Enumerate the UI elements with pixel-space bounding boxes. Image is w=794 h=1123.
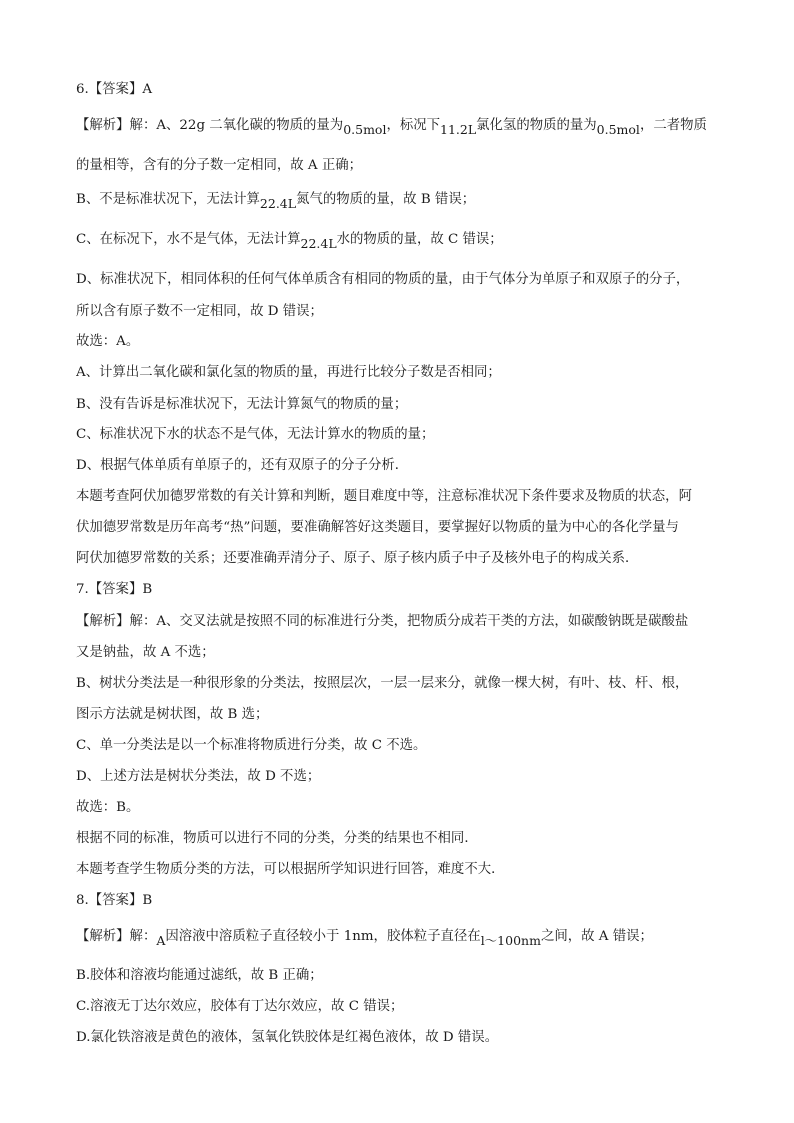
q6-comment-line-2: 伏加德罗常数是历年高考“热”问题，要准确解答好这类题目，要掌握好以物质的量为中心的各化学量与 bbox=[76, 520, 679, 535]
q6-hint-c: C、标准状况下水的状态不是气体，无法计算水的物质的量； bbox=[76, 427, 435, 442]
q7-option-b-line-2: 图示方法就是树状图，故 B 选； bbox=[76, 707, 269, 722]
q8-answer: 8.【答案】B bbox=[76, 893, 153, 908]
q7-choice: 故选：B。 bbox=[76, 800, 140, 815]
q7-option-d: D、上述方法是树状分类法，故 D 不选； bbox=[76, 769, 321, 784]
q7-option-c: C、单一分类法是以一个标准将物质进行分类，故 C 不选。 bbox=[76, 738, 427, 753]
q7-answer: 7.【答案】B bbox=[76, 582, 153, 597]
q7-hint: 根据不同的标准，物质可以进行不同的分类，分类的结果也不相同． bbox=[76, 831, 478, 846]
q6-option-c: C、在标况下，水不是气体，无法计算22.4L水的物质的量，故 C 错误； bbox=[76, 232, 503, 250]
q8-option-c: C.溶液无丁达尔效应，胶体有丁达尔效应，故 C 错误； bbox=[76, 999, 404, 1014]
q6-option-b: B、不是标准状况下，无法计算22.4L氮气的物质的量，故 B 错误； bbox=[76, 192, 476, 210]
q6-analysis-line-1: 【解析】解：A、22g 二氧化碳的物质的量为0.5mol，标况下11.2L氯化氢的物质的量为0.5mol，二者物质 bbox=[76, 118, 707, 136]
q8-analysis-line-1: 【解析】解：A因溶液中溶质粒子直径较小于 1nm，胶体粒子直径在l～100nm之间，故 A 错误； bbox=[76, 929, 653, 947]
q6-hint-d: D、根据气体单质有单原子的，还有双原子的分子分析． bbox=[76, 458, 409, 473]
q7-analysis-line-1: 【解析】解：A、交叉法就是按照不同的标准进行分类，把物质分成若干类的方法，如碳酸钠既是碳酸盐 bbox=[76, 614, 689, 629]
q6-hint-a: A、计算出二氧化碳和氯化氢的物质的量，再进行比较分子数是否相同； bbox=[76, 365, 501, 380]
q6-hint-b: B、没有告诉是标准状况下，无法计算氮气的物质的量； bbox=[76, 397, 408, 412]
q8-option-d: D.氯化铁溶液是黄色的液体，氢氧化铁胶体是红褐色液体，故 D 错误。 bbox=[76, 1030, 499, 1045]
q8-option-b: B.胶体和溶液均能通过滤纸，故 B 正确； bbox=[76, 968, 323, 983]
q7-option-b-line-1: B、树状分类法是一种很形象的分类法，按照层次，一层一层来分，就像一棵大树，有叶、枝、杆、根， bbox=[76, 676, 689, 691]
q6-option-d-line-2: 所以含有原子数不一定相同，故 D 错误； bbox=[76, 304, 323, 319]
q6-comment-line-1: 本题考查阿伏加德罗常数的有关计算和判断，题目难度中等，注意标准状况下条件要求及物质的状态，阿 bbox=[76, 489, 692, 504]
q6-choice: 故选：A。 bbox=[76, 334, 140, 349]
q6-comment-line-3: 阿伏加德罗常数的关系；还要准确弄清分子、原子、原子核内质子中子及核外电子的构成关系． bbox=[76, 551, 639, 566]
q7-comment: 本题考查学生物质分类的方法，可以根据所学知识进行回答，难度不大． bbox=[76, 862, 505, 877]
q6-analysis-line-2: 的量相等，含有的分子数一定相同，故 A 正确； bbox=[76, 158, 362, 173]
q6-answer: 6.【答案】A bbox=[76, 82, 153, 97]
q6-option-d-line-1: D、标准状况下，相同体积的任何气体单质含有相同的物质的量，由于气体分为单原子和双原子的分子， bbox=[76, 272, 690, 287]
q7-analysis-line-2: 又是钠盐，故 A 不选； bbox=[76, 645, 215, 660]
